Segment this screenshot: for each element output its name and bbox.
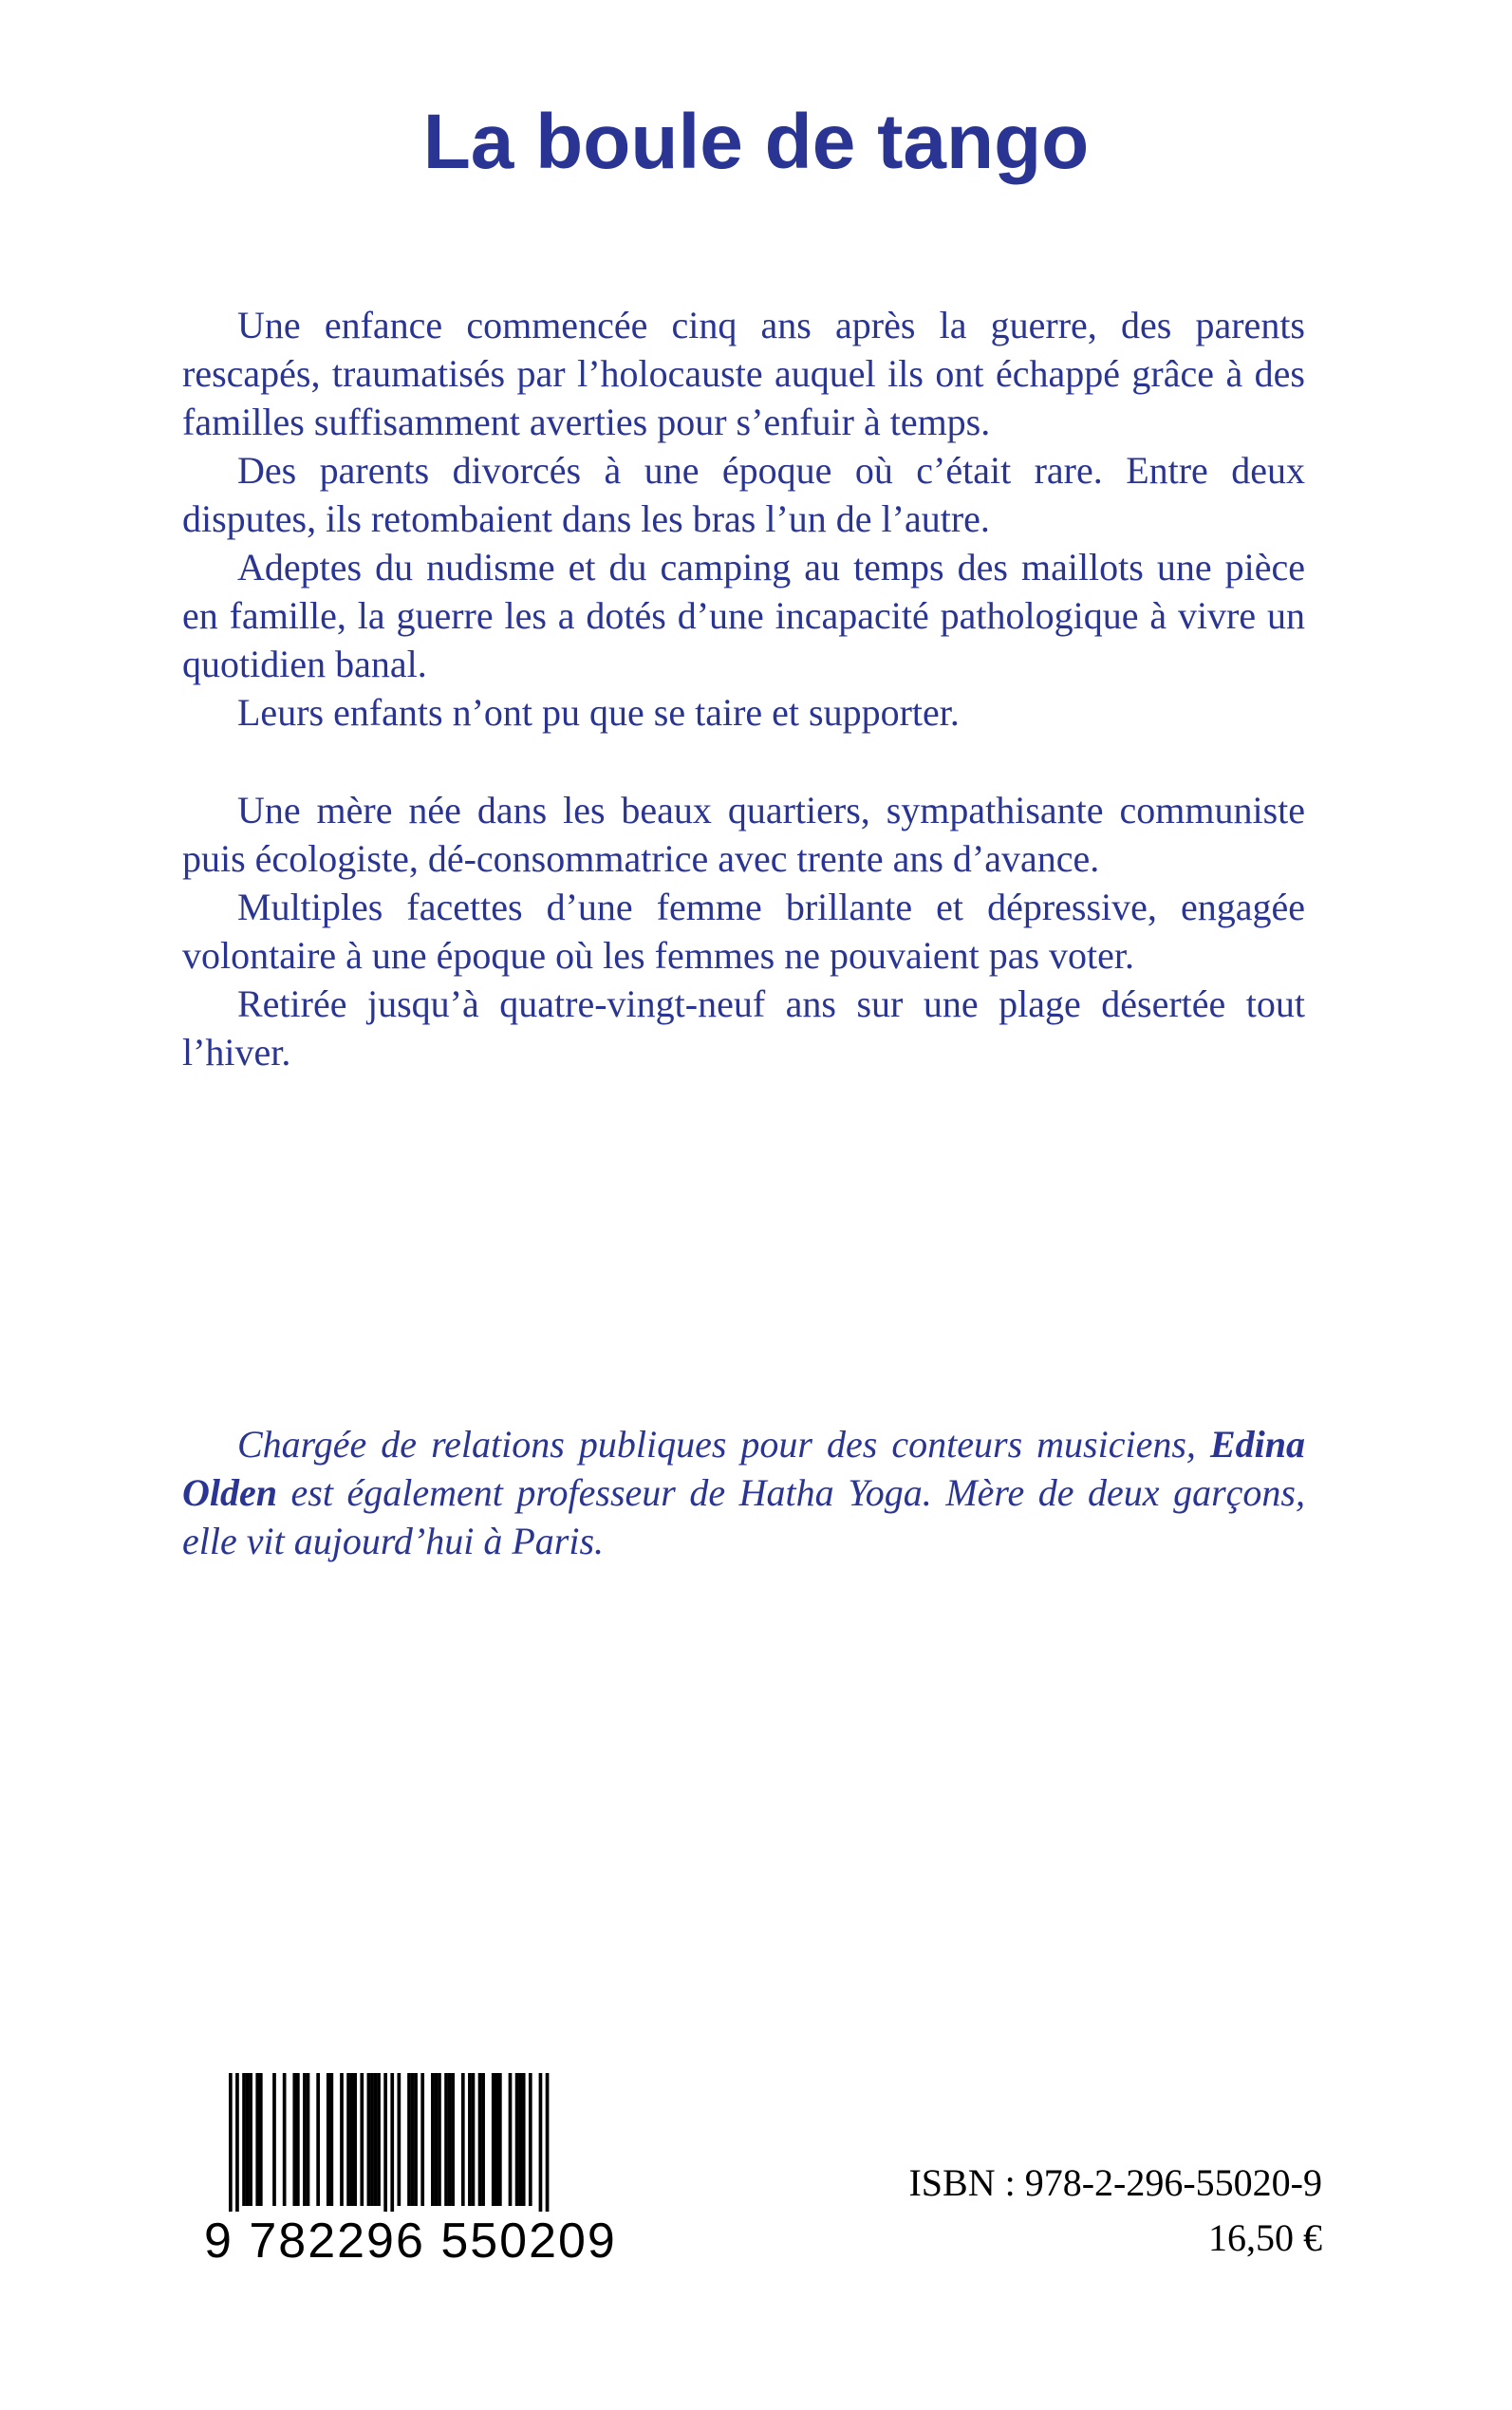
barcode-bar [246,2073,250,2206]
barcode-bar [229,2073,233,2212]
barcode-bar [495,2073,498,2206]
barcode-bar [515,2073,519,2206]
barcode-bar [316,2073,320,2206]
barcode-bar [411,2073,415,2206]
barcode-bar [303,2073,307,2206]
author-bio-rest: est également professeur de Hatha Yoga. Mère de deux garçons, elle vit aujourd’hui à Paris. [182,1471,1305,1562]
barcode-digits: 9 782296 550209 [204,2214,617,2269]
barcode-bar [472,2073,476,2206]
barcode-bar [431,2073,435,2206]
barcode-bar [330,2073,334,2206]
isbn-label: ISBN : 978-2-296-55020-9 [908,2161,1322,2204]
barcode-bar [390,2073,394,2212]
blurb-paragraph: Adeptes du nudisme et du camping au temps des maillots une pièce en famille, la guerre les a dotés d’une incapacité pathologique à vivre un quotidien banal. [182,546,1305,685]
barcode-bar [377,2073,381,2206]
price-label: 16,50 € [1208,2216,1322,2259]
barcode-bar [296,2073,300,2206]
blurb-paragraph: Des parents divorcés à une époque où c’était rare. Entre deux disputes, ils retombaient dans les bras l’un de l’autre. [182,449,1305,540]
barcode-bar [522,2073,526,2206]
barcode-bar [374,2073,378,2206]
barcode-bar [435,2073,439,2206]
barcode-bar [420,2073,424,2206]
barcode-bar [451,2073,455,2206]
barcode-bar [242,2073,246,2206]
barcode-bar [414,2073,418,2206]
barcode-bar [370,2073,374,2206]
barcode-bar [350,2073,354,2206]
barcode-bar [255,2073,259,2206]
barcode-bar [360,2073,364,2206]
paragraph-gap [182,737,1305,786]
barcode-bar [292,2073,296,2206]
barcode-bar [529,2073,532,2206]
barcode-bars [202,2073,569,2212]
barcode-bar [444,2073,448,2206]
blurb [182,301,1305,1076]
barcode-bar [461,2073,465,2206]
blurb-paragraph: Une mère née dans les beaux quartiers, sympathisante communiste puis écologiste, dé-consommatrice avec trente ans d’avance. [182,789,1305,880]
barcode-bar [340,2073,344,2206]
barcode-bar [307,2073,310,2206]
barcode-bar [249,2073,252,2206]
book-title: La boule de tango [422,99,1090,185]
author-name: Edina Olden [182,1423,1305,1514]
barcode-bar [509,2073,513,2206]
barcode-bar [546,2073,550,2212]
barcode-bar [468,2073,472,2206]
barcode-bar [478,2073,482,2206]
barcode-bar [283,2073,287,2206]
blurb-paragraph: Leurs enfants n’ont pu que se taire et supporter. [237,691,960,734]
barcode-bar [539,2073,543,2212]
barcode-bar [518,2073,522,2206]
barcode-bar [481,2073,485,2206]
barcode-bar [346,2073,350,2206]
barcode-bar [448,2073,452,2206]
barcode-bar [272,2073,276,2206]
blurb-paragraph: Une enfance commencée cinq ans après la guerre, des parents rescapés, traumatisés par l’holocauste auquel ils ont échappé grâce à des familles suffisamment averties pour s’enfuir à temps. [182,304,1305,443]
barcode-bar [367,2073,371,2206]
blurb-paragraph: Multiples facettes d’une femme brillante et dépressive, engagée volontaire à une époque où les femmes ne pouvaient pas voter. [182,886,1305,977]
barcode-bar [383,2073,387,2212]
author-bio-intro: Chargée de relations publiques pour des conteurs musiciens, [237,1423,1210,1466]
barcode-bar [327,2073,330,2206]
barcode-bar [353,2073,357,2206]
author-bio [182,1420,1305,1565]
barcode-bar [259,2073,263,2206]
barcode [202,2073,617,2272]
barcode-bar [498,2073,502,2206]
barcode-bar [438,2073,441,2206]
barcode-bar [407,2073,411,2206]
barcode-bar [398,2073,401,2206]
blurb-paragraph: Retirée jusqu’à quatre-vingt-neuf ans sur une plage désertée tout l’hiver. [182,982,1305,1074]
barcode-bar [235,2073,239,2212]
barcode-bar [492,2073,495,2206]
